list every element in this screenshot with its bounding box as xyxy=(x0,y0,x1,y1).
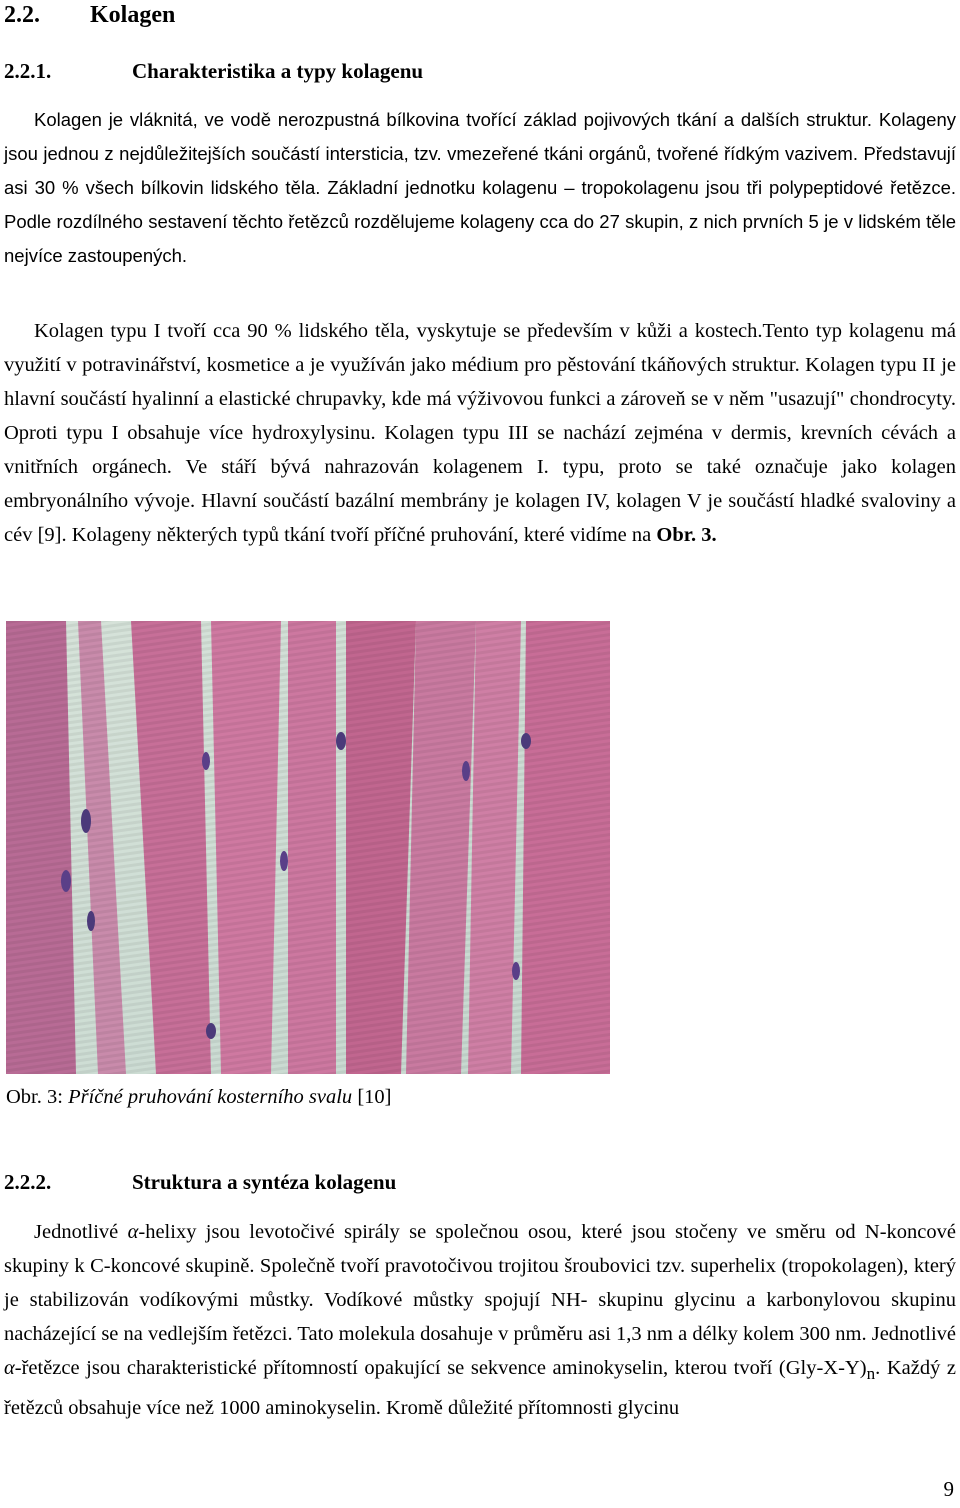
figure-caption xyxy=(6,1082,391,1112)
paragraph-1-text: Kolagen je vláknitá, ve vodě nerozpustná bílkovina tvořící základ pojivových tkání a dalších struktur. Kolageny jsou jednou z nejdůležitejších součástí intersticia, tzv. vmezeřené tkáni orgánů, tvořené řídkým vazivem. Představují asi 30 % všech bílkovin lidského těla. Základní jednotku kolagenu – tropokolagenu jsou tři polypeptidové řetězce. xyxy=(4,109,956,198)
alpha-symbol-2: α xyxy=(4,1357,15,1379)
micrograph-image xyxy=(6,621,610,1074)
paragraph-3 xyxy=(4,1215,956,1425)
paragraph-2 xyxy=(4,314,956,552)
paragraph-3-text-1: Jednotlivé xyxy=(34,1221,128,1243)
caption-separator: : xyxy=(57,1086,69,1108)
subsection-title-1: Charakteristika a typy kolagenu xyxy=(132,59,424,83)
paragraph-1 xyxy=(4,103,956,273)
subsection-title-2: Struktura a syntéza kolagenu xyxy=(132,1170,397,1194)
caption-label: Obr. 3 xyxy=(6,1086,58,1108)
section-heading xyxy=(4,0,175,30)
subsection-number-2: 2.2.2. xyxy=(4,1170,52,1194)
paragraph-3-text-2: -helixy jsou levotočivé spirály se společnou osou, které jsou stočeny ve směru od N-koncové skupiny k C-koncové skupině. Společně tvoří pravotočivou trojitou šroubovici tzv. superhelix (tropokolagen), který je stabilizován vodíkovými můstky. Vodíkové můstky spojují NH- skupinu glycinu a karbonylovou skupinu nacházející se na vedlejším řetězci. Tato molekula dosahuje v průměru asi 1,3 nm a délky kolem 300 nm. Jednotlivé xyxy=(4,1221,957,1345)
subsection-heading-1 xyxy=(4,56,423,86)
alpha-symbol-1: α xyxy=(127,1221,139,1243)
caption-reference: [10] xyxy=(352,1086,392,1108)
muscle-micrograph-figure xyxy=(6,621,610,1074)
subsection-heading-2 xyxy=(4,1167,396,1197)
paragraph-1-text-2: Podle rozdílného sestavení těchto řetězců rozdělujeme kolageny cca do 27 skupin, z nich prvních 5 je v lidském těle nejvíce zastoupených. xyxy=(4,211,956,266)
subscript-n: n xyxy=(866,1364,876,1384)
section-number: 2.2. xyxy=(4,2,40,28)
figure-reference: Obr. 3. xyxy=(656,524,717,546)
paragraph-3-text-4: . Každý z řetězců obsahuje více než 1000 aminokyselin. Kromě důležité přítomnosti glycinu xyxy=(4,1357,956,1420)
subsection-number-1: 2.2.1. xyxy=(4,59,52,83)
section-title: Kolagen xyxy=(90,2,176,28)
caption-title: Příčné pruhování kosterního svalu xyxy=(68,1086,353,1108)
paragraph-3-text-3: -řetězce jsou charakteristické přítomností opakující se sekvence aminokyselin, kterou tvoří (Gly-X-Y) xyxy=(14,1357,867,1379)
paragraph-2-text: Kolagen typu I tvoří cca 90 % lidského těla, vyskytuje se především v kůži a kostech.Tento typ kolagenu má využití v potravinářství, kosmetice a je využíván jako médium pro pěstování tkáňových struktur. Kolagen typu II je hlavní součástí hyalinní a elastické chrupavky, kde má výživovou funkci a zároveň se v něm "usazují" chondrocyty. Oproti typu I obsahuje více hydroxylysinu. Kolagen typu III se nachází zejména v dermis, krevních cévách a vnitřních orgánech. Ve stáří bývá nahrazován kolagenem I. typu, proto se také označuje jako kolagen embryonálního vývoje. Hlavní součástí bazální membrány je kolagen IV, kolagen V je součástí hladké svaloviny a cév [9]. Kolageny některých typů tkání tvoří příčné pruhování, které vidíme na xyxy=(4,320,956,546)
page-number: 9 xyxy=(943,1477,954,1501)
